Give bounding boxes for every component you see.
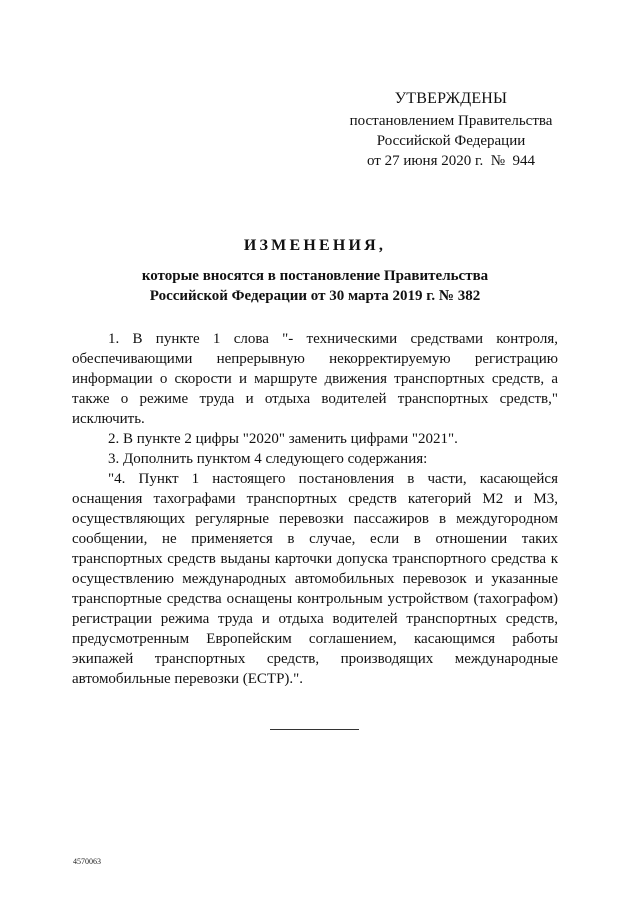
approval-line-2: Российской Федерации	[376, 133, 526, 149]
paragraph-3: 3. Дополнить пунктом 4 следующего содержания:	[108, 451, 428, 467]
document-title-block	[72, 236, 558, 306]
document-subtitle-line-2: Российской Федерации от 30 марта 2019 г. № 382	[149, 288, 481, 304]
paragraph-4: "4. Пункт 1 настоящего постановления в части, касающейся оснащения тахографами транспортных средств категорий М2 и М3, осуществляющих регулярные перевозки пассажиров в междугородном сообщении, не применяется в случае, если в отношении таких транспортных средств выданы карточки допуска транспортного средства к осуществлению международных автомобильных перевозок и указанные транспортные средства оснащены контрольным устройством (тахографом) регистрации режима труда и отдыха водителей транспортных средств, предусмотренным Европейским соглашением, касающимся работы экипажей транспортных средств, производящих международные автомобильные перевозки (ЕСТР).".	[72, 471, 558, 687]
paragraph-1: 1. В пункте 1 слова "- техническими средствами контроля, обеспечивающими непрерывную некорректируемую регистрацию информации о скорости и маршруте движения транспортных средств, а также о режиме труда и отдыха водителей транспортных средств," исключить.	[72, 331, 558, 427]
separator-line	[270, 729, 359, 730]
document-body	[72, 329, 558, 689]
approval-line-1: постановлением Правительства	[349, 113, 553, 129]
approval-stamp	[343, 89, 559, 171]
document-subtitle-line-1: которые вносятся в постановление Правительства	[141, 268, 489, 284]
approval-line-3: от 27 июня 2020 г. № 944	[366, 153, 536, 169]
document-title: ИЗМЕНЕНИЯ,	[243, 237, 387, 254]
paragraph-2: 2. В пункте 2 цифры "2020" заменить цифрами "2021".	[108, 431, 458, 447]
document-number: 4570063	[73, 857, 101, 866]
approval-heading: УТВЕРЖДЕНЫ	[394, 90, 508, 107]
